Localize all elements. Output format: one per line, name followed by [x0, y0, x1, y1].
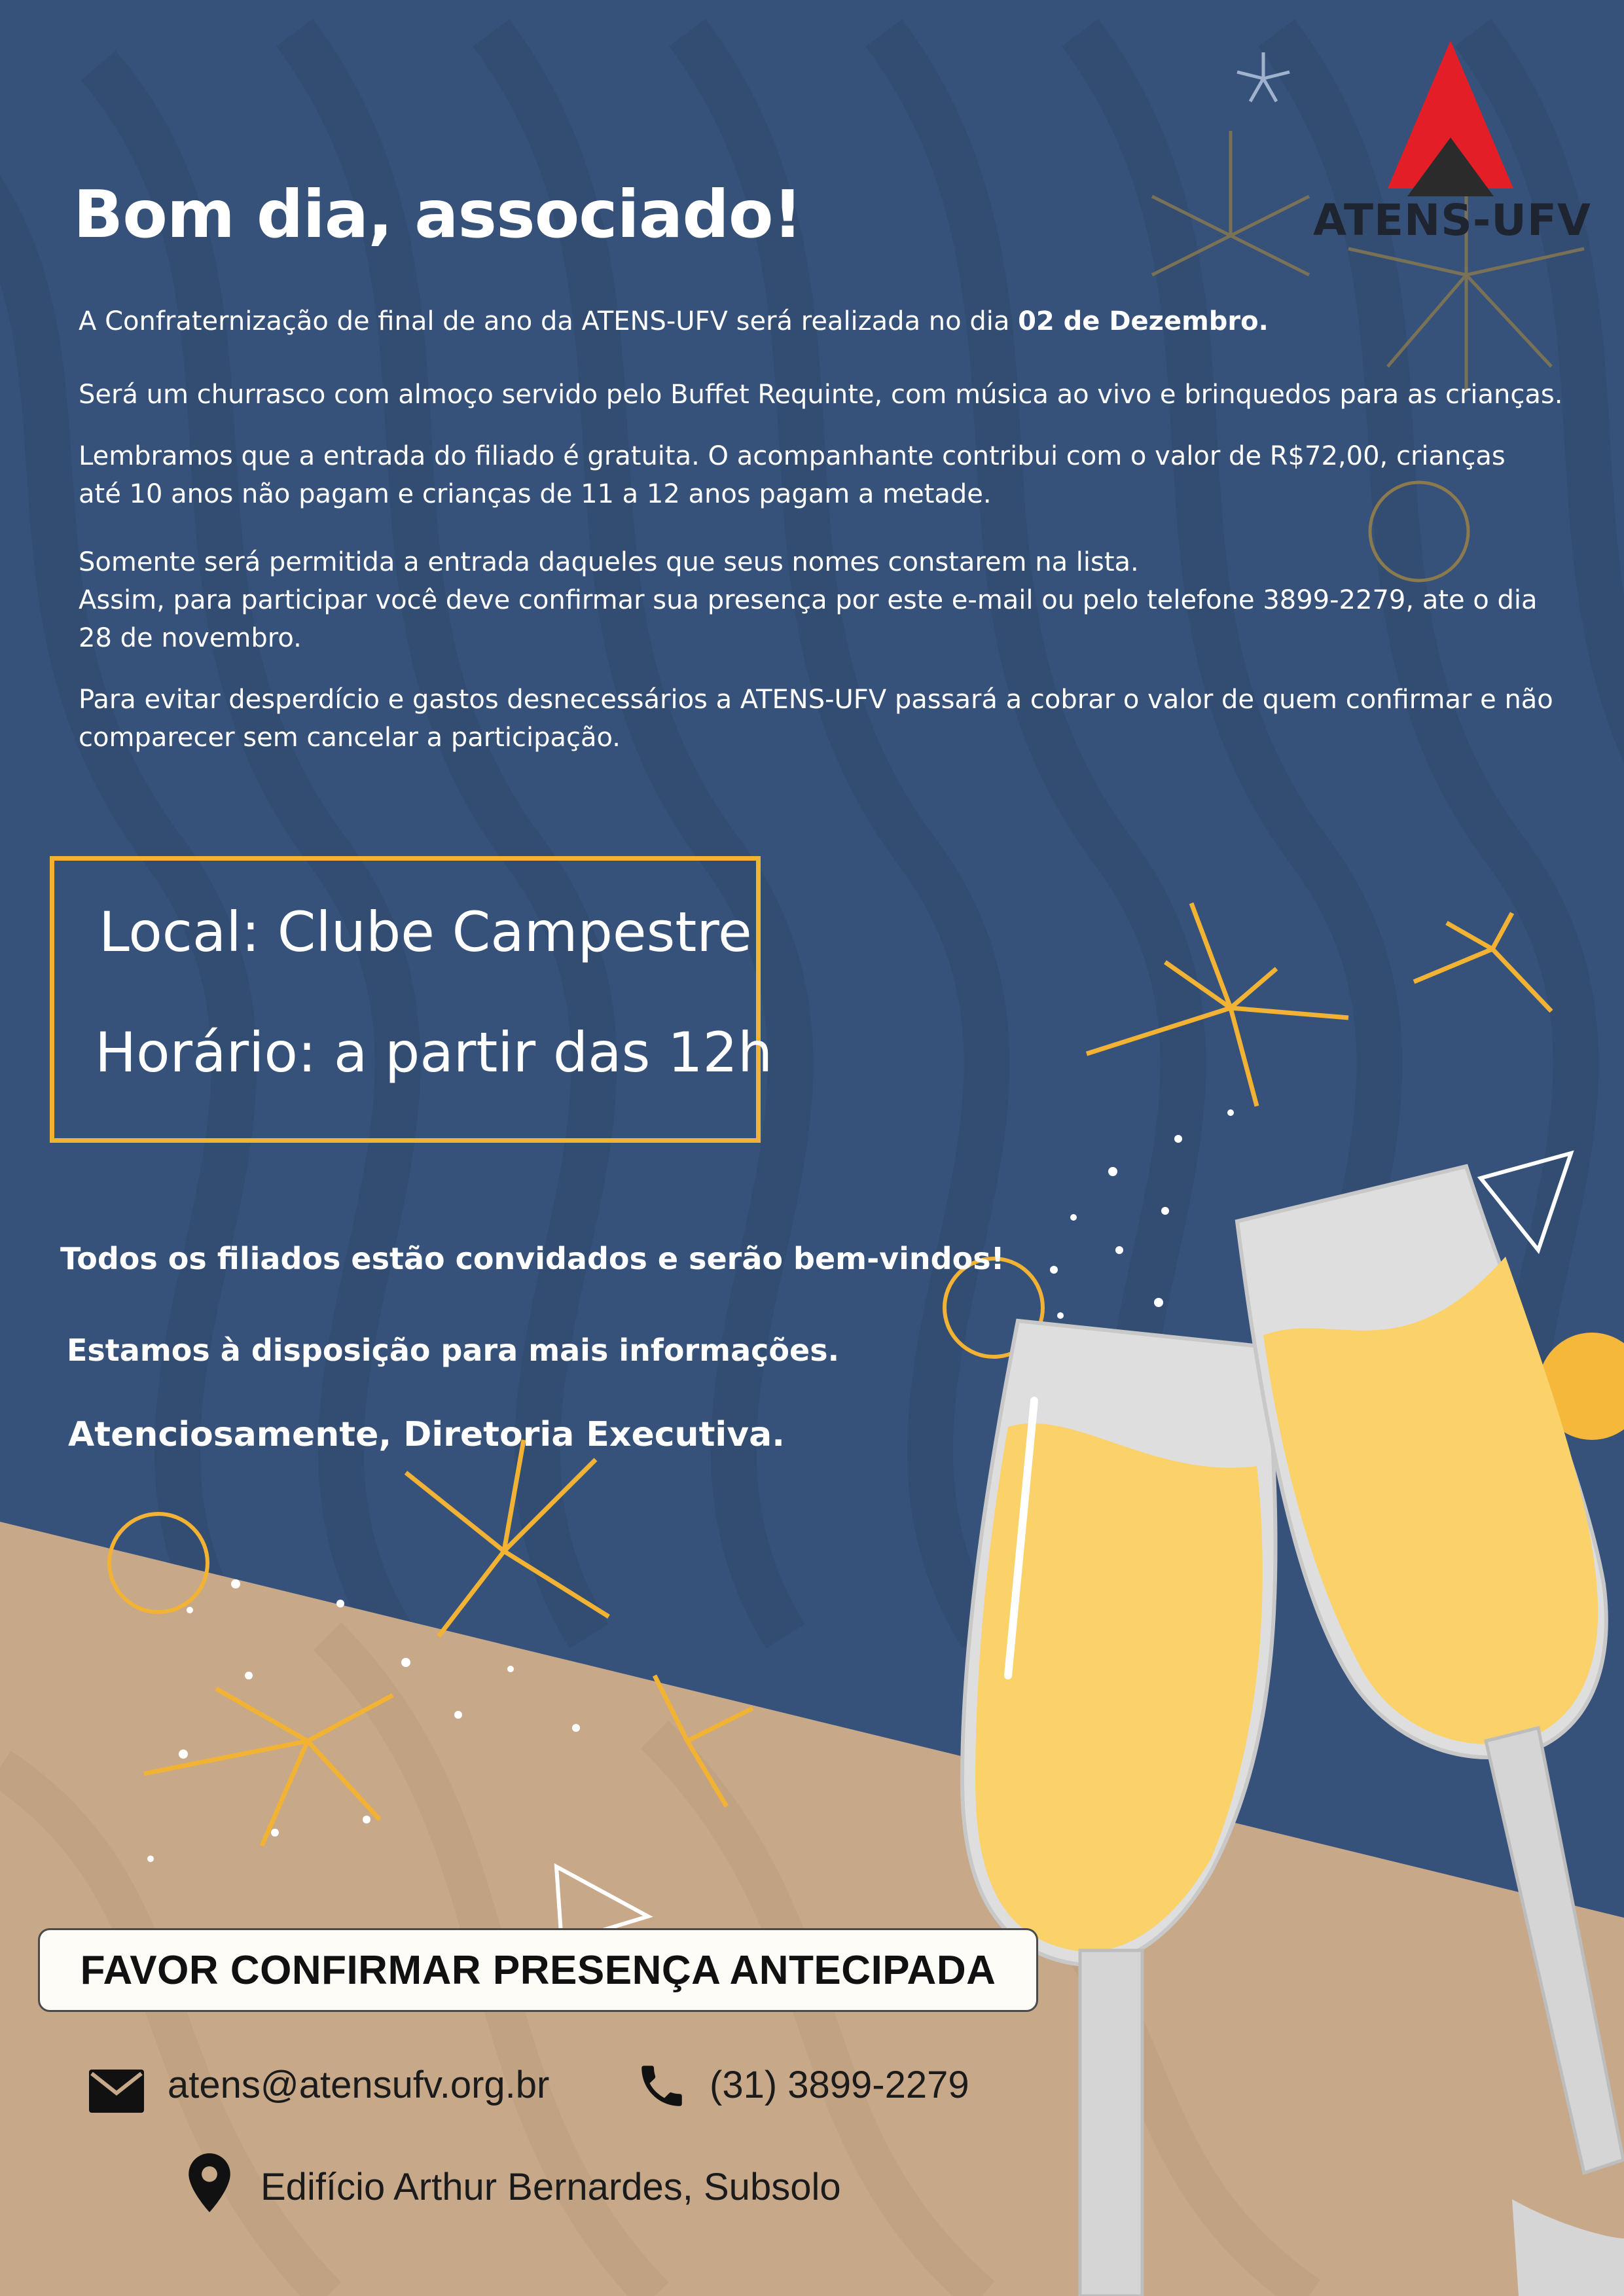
phone-icon — [635, 2059, 689, 2113]
map-pin-icon — [189, 2153, 230, 2212]
policy-line-2: comparecer sem cancelar a participação. — [79, 723, 621, 753]
event-time: Horário: a partir das 12h — [95, 1020, 773, 1085]
paragraph-menu: Será um churrasco com almoço servido pelo Buffet Requinte, com música ao vivo e brinquedos para as crianças. — [79, 380, 1563, 410]
confirmation-line-1: Somente será permitida a entrada daqueles que seus nomes constarem na lista. — [79, 547, 1139, 577]
paragraph-date-text: A Confraternização de final de ano da ATENS-UFV será realizada no dia — [79, 306, 1019, 336]
confirm-presence-banner: FAVOR CONFIRMAR PRESENÇA ANTECIPADA — [38, 1928, 1038, 2012]
confirmation-line-2: Assim, para participar você deve confirmar sua presença por este e-mail ou pelo telefone 3899-2279, ate o dia — [79, 585, 1538, 615]
pricing-line-2: até 10 anos não pagam e crianças de 11 a 12 anos pagam a metade. — [79, 479, 992, 509]
paragraph-date — [79, 302, 1584, 340]
event-location: Local: Clube Campestre — [99, 900, 752, 964]
headline: Bom dia, associado! — [73, 176, 803, 253]
policy-line-1: Para evitar desperdício e gastos desnecessários a ATENS-UFV passará a cobrar o valor de quem confirmar e não — [79, 685, 1553, 715]
contact-address: Edifício Arthur Bernardes, Subsolo — [261, 2166, 841, 2208]
closing-signature: Atenciosamente, Diretoria Executiva. — [68, 1415, 785, 1454]
paragraph-confirmation — [79, 543, 1584, 657]
paragraph-policy — [79, 681, 1584, 757]
contact-phone[interactable]: (31) 3899-2279 — [710, 2064, 969, 2106]
envelope-icon — [89, 2070, 144, 2113]
contact-email[interactable]: atens@atensufv.org.br — [168, 2064, 550, 2106]
event-date: 02 de Dezembro. — [1018, 306, 1269, 336]
paragraph-pricing — [79, 437, 1584, 513]
logo-text: ATENS-UFV — [1313, 195, 1591, 245]
pricing-line-1: Lembramos que a entrada do filiado é gratuita. O acompanhante contribui com o valor de R$72,00, crianças — [79, 441, 1506, 471]
event-info-box — [50, 856, 773, 1143]
confirmation-line-3: 28 de novembro. — [79, 623, 302, 653]
closing-availability: Estamos à disposição para mais informações. — [67, 1333, 840, 1368]
closing-welcome: Todos os filiados estão convidados e serão bem-vindos! — [60, 1241, 1005, 1276]
